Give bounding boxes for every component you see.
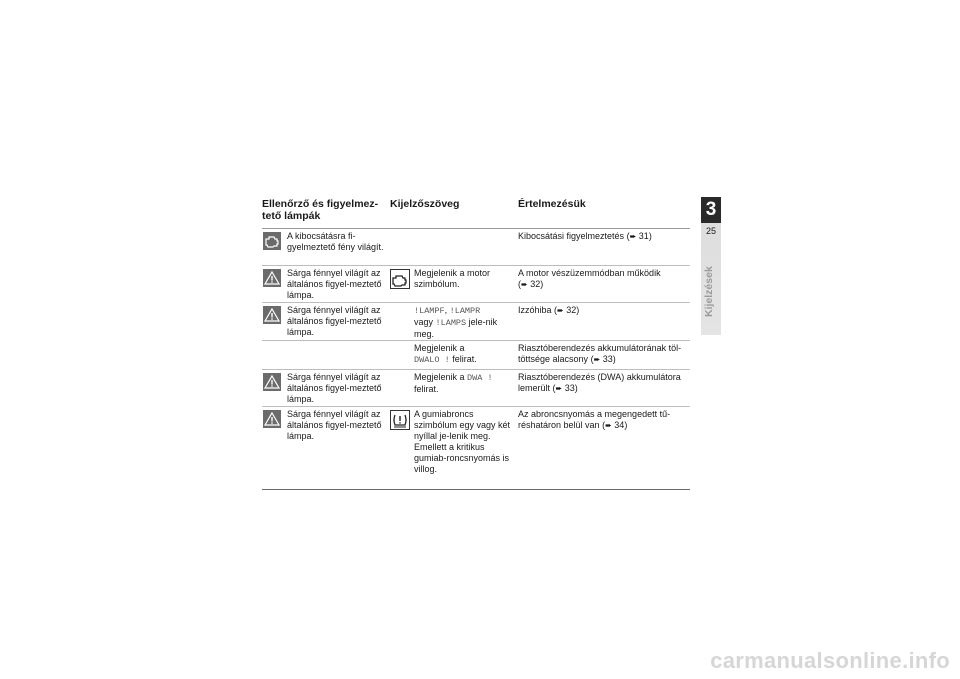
row6-meaning: Az abroncsnyomás a megengedett tű-réshatáron belül van (➨ 34) <box>518 409 671 430</box>
row2-lamp: Sárga fénnyel világít az általános figyel-meztető lámpa. <box>287 268 382 300</box>
warning-triangle-icon <box>263 269 281 287</box>
engine-icon <box>263 232 281 250</box>
warning-triangle-icon <box>263 410 281 428</box>
row3-meaning: Izzóhiba (➨ 32) <box>518 305 580 315</box>
row3-lamp: Sárga fénnyel világít az általános figyel-meztető lámpa. <box>287 305 382 337</box>
table-header <box>262 196 690 229</box>
chapter-tab <box>701 197 721 335</box>
warning-triangle-icon <box>263 306 281 324</box>
table-row <box>262 229 690 266</box>
row5-display: Megjelenik a DWA ! felirat. <box>414 372 493 394</box>
row5-meaning: Riasztóberendezés (DWA) akkumulátora lemerült (➨ 33) <box>518 372 681 393</box>
header-display-text: Kijelzőszöveg <box>390 198 460 210</box>
row2-meaning: A motor vészüzemmódban működik (➨ 32) <box>518 268 661 289</box>
row5-lamp: Sárga fénnyel világít az általános figyel-meztető lámpa. <box>287 372 382 404</box>
row6-display: A gumiabroncs szimbólum egy vagy két nyíllal je-lenik meg. Emellett a kritikus gumiab-roncsnyomás is villog. <box>414 409 511 474</box>
tire-pressure-icon <box>390 410 410 430</box>
page-number: 25 <box>705 226 716 236</box>
table-row <box>262 266 690 303</box>
row3-display: !LAMPF, !LAMPR vagy !LAMPS jele-nik meg. <box>414 305 498 339</box>
table-row <box>262 370 690 407</box>
chapter-label: Kijelzések <box>703 266 715 317</box>
table-row <box>262 303 690 341</box>
indicator-table <box>262 196 690 490</box>
table-row <box>262 341 690 370</box>
table-row <box>262 407 690 490</box>
header-meaning: Értelmezésük <box>518 198 586 210</box>
watermark: carmanualsonline.info <box>710 648 950 673</box>
row4-meaning: Riasztóberendezés akkumulátorának töl-töttsége alacsony (➨ 33) <box>518 343 682 364</box>
row1-lamp: A kibocsátásra fi-gyelmeztető fény világít. <box>287 231 384 252</box>
row4-display: Megjelenik a DWALO ! felirat. <box>414 343 477 365</box>
row6-lamp: Sárga fénnyel világít az általános figyel-meztető lámpa. <box>287 409 382 441</box>
row2-display: Megjelenik a motor szimbólum. <box>414 268 491 289</box>
chapter-number: 3 <box>701 197 721 223</box>
warning-triangle-icon <box>263 373 281 391</box>
row1-meaning: Kibocsátási figyelmeztetés (➨ 31) <box>518 231 652 241</box>
engine-emergency-icon <box>390 269 410 289</box>
header-lamps: Ellenőrző és figyelmez-tető lámpák <box>262 198 379 222</box>
